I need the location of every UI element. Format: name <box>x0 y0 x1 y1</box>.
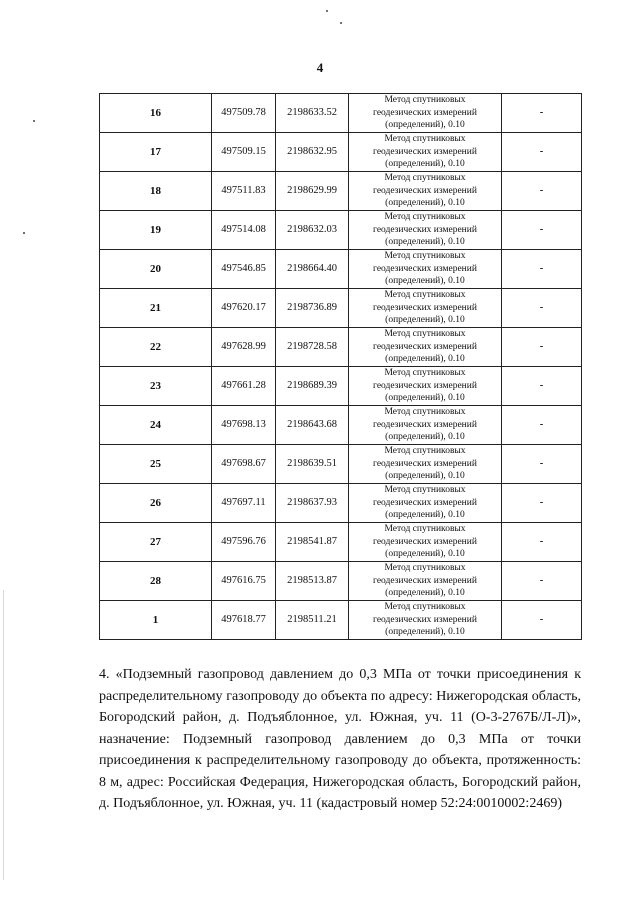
y-coordinate-cell: 2198629.99 <box>276 172 349 211</box>
table-row <box>100 133 582 172</box>
description-cell: - <box>502 445 582 484</box>
method-line: (определений), 0.10 <box>385 315 465 326</box>
x-coordinate-cell: 497698.13 <box>212 406 276 445</box>
method-line: геодезических измерений <box>373 575 477 586</box>
x-coordinate-cell: 497509.78 <box>212 94 276 133</box>
y-coordinate-cell: 2198639.51 <box>276 445 349 484</box>
description-cell: - <box>502 484 582 523</box>
method-line: геодезических измерений <box>373 380 477 391</box>
method-line: Метод спутниковых <box>384 134 466 145</box>
table-row <box>100 172 582 211</box>
method-line: (определений), 0.10 <box>385 198 465 209</box>
point-number-cell: 26 <box>100 484 212 523</box>
scan-artifact-edge <box>3 590 4 880</box>
method-line: геодезических измерений <box>373 341 477 352</box>
method-cell <box>349 250 502 289</box>
description-cell: - <box>502 172 582 211</box>
method-line: геодезических измерений <box>373 458 477 469</box>
method-cell <box>349 328 502 367</box>
point-number-cell: 20 <box>100 250 212 289</box>
method-line: (определений), 0.10 <box>385 120 465 131</box>
scan-artifact-dot <box>33 120 35 122</box>
point-number-cell: 19 <box>100 211 212 250</box>
method-line: Метод спутниковых <box>384 368 466 379</box>
method-cell <box>349 133 502 172</box>
method-line: геодезических измерений <box>373 302 477 313</box>
coordinates-table <box>99 93 582 640</box>
y-coordinate-cell: 2198541.87 <box>276 523 349 562</box>
table-row <box>100 601 582 640</box>
method-line: (определений), 0.10 <box>385 588 465 599</box>
point-number-cell: 21 <box>100 289 212 328</box>
table-row <box>100 445 582 484</box>
description-cell: - <box>502 250 582 289</box>
point-number-cell: 17 <box>100 133 212 172</box>
method-line: геодезических измерений <box>373 185 477 196</box>
page-number: 4 <box>316 60 324 75</box>
x-coordinate-cell: 497511.83 <box>212 172 276 211</box>
method-line: Метод спутниковых <box>384 446 466 457</box>
point-number-cell: 27 <box>100 523 212 562</box>
method-line: геодезических измерений <box>373 224 477 235</box>
method-line: Метод спутниковых <box>384 407 466 418</box>
point-number-cell: 24 <box>100 406 212 445</box>
method-cell <box>349 484 502 523</box>
description-cell: - <box>502 133 582 172</box>
table-row <box>100 484 582 523</box>
method-line: геодезических измерений <box>373 497 477 508</box>
method-line: Метод спутниковых <box>384 173 466 184</box>
method-line: Метод спутниковых <box>384 485 466 496</box>
description-cell: - <box>502 601 582 640</box>
method-line: (определений), 0.10 <box>385 354 465 365</box>
x-coordinate-cell: 497697.11 <box>212 484 276 523</box>
method-cell <box>349 523 502 562</box>
coordinates-table-body <box>100 94 582 640</box>
method-line: Метод спутниковых <box>384 563 466 574</box>
scan-artifact-dot <box>23 232 25 234</box>
method-line: (определений), 0.10 <box>385 510 465 521</box>
y-coordinate-cell: 2198632.03 <box>276 211 349 250</box>
description-cell: - <box>502 94 582 133</box>
point-number-cell: 16 <box>100 94 212 133</box>
method-line: (определений), 0.10 <box>385 237 465 248</box>
table-row <box>100 289 582 328</box>
method-line: Метод спутниковых <box>384 602 466 613</box>
method-cell <box>349 367 502 406</box>
y-coordinate-cell: 2198633.52 <box>276 94 349 133</box>
table-row <box>100 211 582 250</box>
method-cell <box>349 289 502 328</box>
description-cell: - <box>502 211 582 250</box>
method-line: Метод спутниковых <box>384 95 466 106</box>
method-line: (определений), 0.10 <box>385 432 465 443</box>
description-cell: - <box>502 523 582 562</box>
x-coordinate-cell: 497620.17 <box>212 289 276 328</box>
method-line: (определений), 0.10 <box>385 471 465 482</box>
method-cell <box>349 601 502 640</box>
method-line: геодезических измерений <box>373 536 477 547</box>
point-number-cell: 22 <box>100 328 212 367</box>
y-coordinate-cell: 2198643.68 <box>276 406 349 445</box>
x-coordinate-cell: 497661.28 <box>212 367 276 406</box>
table-row <box>100 250 582 289</box>
y-coordinate-cell: 2198637.93 <box>276 484 349 523</box>
scan-artifact-dot <box>340 22 342 24</box>
x-coordinate-cell: 497618.77 <box>212 601 276 640</box>
table-row <box>100 94 582 133</box>
method-cell <box>349 562 502 601</box>
description-cell: - <box>502 367 582 406</box>
method-line: (определений), 0.10 <box>385 549 465 560</box>
method-line: (определений), 0.10 <box>385 159 465 170</box>
x-coordinate-cell: 497596.76 <box>212 523 276 562</box>
method-line: Метод спутниковых <box>384 290 466 301</box>
y-coordinate-cell: 2198728.58 <box>276 328 349 367</box>
method-line: (определений), 0.10 <box>385 627 465 638</box>
point-number-cell: 23 <box>100 367 212 406</box>
x-coordinate-cell: 497509.15 <box>212 133 276 172</box>
scan-artifact-dot <box>326 10 328 12</box>
y-coordinate-cell: 2198632.95 <box>276 133 349 172</box>
x-coordinate-cell: 497546.85 <box>212 250 276 289</box>
method-cell <box>349 211 502 250</box>
method-cell <box>349 172 502 211</box>
table-row <box>100 328 582 367</box>
y-coordinate-cell: 2198511.21 <box>276 601 349 640</box>
point-number-cell: 28 <box>100 562 212 601</box>
description-cell: - <box>502 406 582 445</box>
point-number-cell: 18 <box>100 172 212 211</box>
y-coordinate-cell: 2198736.89 <box>276 289 349 328</box>
y-coordinate-cell: 2198689.39 <box>276 367 349 406</box>
method-cell <box>349 406 502 445</box>
method-line: (определений), 0.10 <box>385 276 465 287</box>
y-coordinate-cell: 2198664.40 <box>276 250 349 289</box>
table-row <box>100 523 582 562</box>
x-coordinate-cell: 497698.67 <box>212 445 276 484</box>
method-line: Метод спутниковых <box>384 251 466 262</box>
table-row <box>100 562 582 601</box>
y-coordinate-cell: 2198513.87 <box>276 562 349 601</box>
x-coordinate-cell: 497514.08 <box>212 211 276 250</box>
point-number-cell: 25 <box>100 445 212 484</box>
table-row <box>100 367 582 406</box>
method-cell <box>349 445 502 484</box>
description-cell: - <box>502 328 582 367</box>
x-coordinate-cell: 497616.75 <box>212 562 276 601</box>
method-line: Метод спутниковых <box>384 329 466 340</box>
method-line: (определений), 0.10 <box>385 393 465 404</box>
x-coordinate-cell: 497628.99 <box>212 328 276 367</box>
table-row <box>100 406 582 445</box>
description-cell: - <box>502 289 582 328</box>
method-line: Метод спутниковых <box>384 212 466 223</box>
method-line: геодезических измерений <box>373 614 477 625</box>
method-line: геодезических измерений <box>373 263 477 274</box>
method-line: геодезических измерений <box>373 107 477 118</box>
object-description-paragraph: 4. «Подземный газопровод давлением до 0,3 МПа от точки присоединения к распределительному газопроводу до объекта по адресу: Нижегородская область, Богородский район, д. Подъяблонное, ул. Южная, уч. 11 (О-3-2767Б/Л-Л)», назначение: Подземный газопровод давлением до 0,3 МПа от точки присоединения к распределительному газопроводу до объекта, протяженность: 8 м, адрес: Российская Федерация, Нижегородская область, Богородский район, д. Подъяблонное, ул. Южная, уч. 11 (кадастровый номер 52:24:0010002:2469) <box>99 667 581 811</box>
method-line: геодезических измерений <box>373 146 477 157</box>
point-number-cell: 1 <box>100 601 212 640</box>
description-cell: - <box>502 562 582 601</box>
method-line: геодезических измерений <box>373 419 477 430</box>
method-line: Метод спутниковых <box>384 524 466 535</box>
method-cell <box>349 94 502 133</box>
